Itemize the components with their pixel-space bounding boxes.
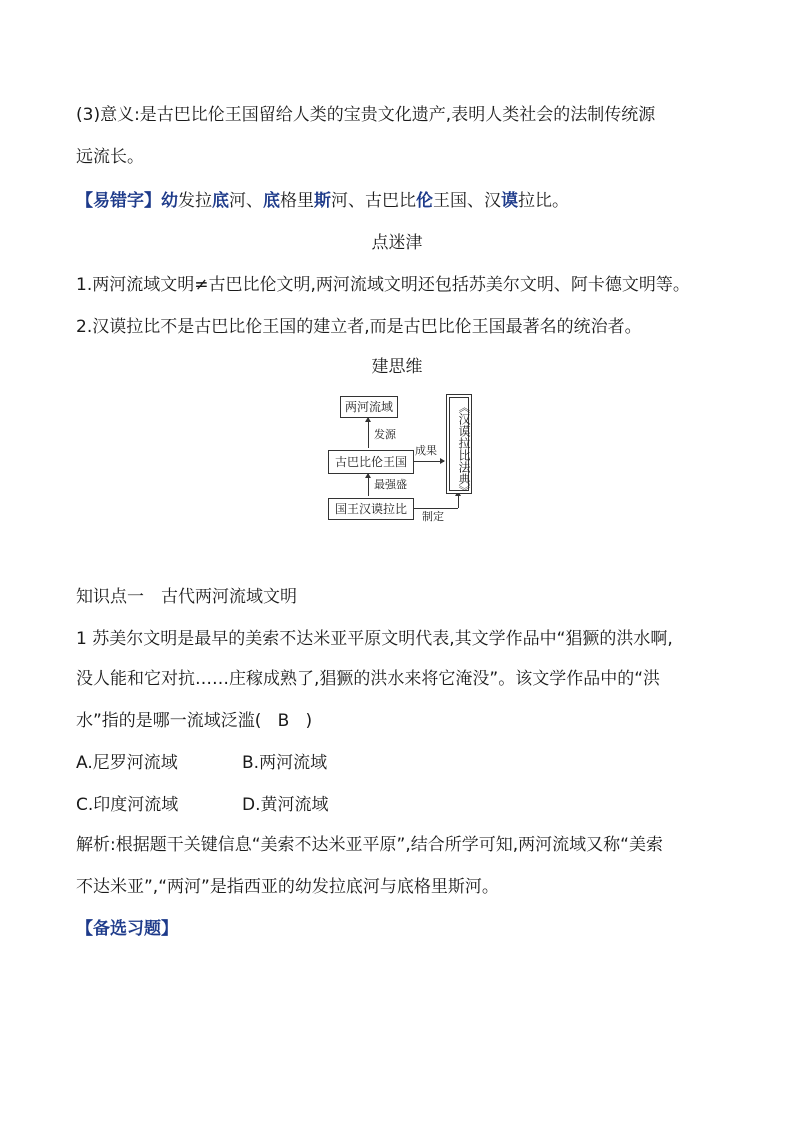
analysis-line-2: 不达米亚”,“两河”是指西亚的幼发拉底河与底格里斯河。 — [76, 877, 499, 897]
mindmap-label-enact: 制定 — [422, 510, 444, 523]
typo-text-6: 拉比。 — [518, 191, 569, 211]
mindmap-diagram — [326, 392, 476, 524]
mindmap-connector-origin — [368, 418, 369, 448]
typo-text-1: 发拉 — [178, 191, 212, 211]
typo-hl-3: 底 — [263, 191, 280, 211]
mindmap-label-origin: 发源 — [374, 428, 396, 441]
options-row-2 — [76, 794, 329, 816]
mindmap-book-code — [446, 394, 472, 497]
typo-hl-5: 伦 — [416, 191, 433, 211]
question-line-3-close: ) — [305, 711, 313, 731]
analysis-line-1: 解析:根据题干关键信息“美索不达米亚平原”,结合所学可知,两河流域又称“美索 — [76, 835, 663, 855]
mindmap-arrowhead-strongest — [365, 473, 371, 478]
section3-line2: 远流长。 — [76, 147, 144, 167]
question-line-3-text: 水”指的是哪一流域泛滥( — [76, 711, 262, 731]
mindmap-box-babylon: 古巴比伦王国 — [328, 450, 414, 474]
typo-line — [76, 190, 569, 212]
section3-line1: (3)意义:是古巴比伦王国留给人类的宝贵文化遗产,表明人类社会的法制传统源 — [76, 105, 656, 125]
mindmap-box-hammurabi: 国王汉谟拉比 — [328, 498, 414, 520]
mindmap-label-result: 成果 — [415, 444, 437, 457]
question-line-2: 没人能和它对抗……庄稼成熟了,猖獗的洪水来将它淹没”。该文学作品中的“洪 — [76, 669, 661, 689]
knowledge-heading: 知识点一 古代两河流域文明 — [76, 587, 297, 607]
mindmap-title: 建思维 — [371, 357, 423, 377]
typo-text-2: 河、 — [229, 191, 263, 211]
mindmap-arrowhead-result — [440, 458, 445, 464]
typo-text-5: 王国、汉 — [433, 191, 501, 211]
tips-item-1: 1.两河流域文明≠古巴比伦文明,两河流域文明还包括苏美尔文明、阿卡德文明等。 — [76, 275, 690, 295]
typo-text-4: 河、古巴比 — [331, 191, 416, 211]
question-line-1: 1 苏美尔文明是最早的美索不达米亚平原文明代表,其文学作品中“猖獗的洪水啊, — [76, 629, 673, 649]
typo-text-3: 格里 — [280, 191, 314, 211]
typo-hl-6: 谟 — [501, 191, 518, 211]
mindmap-book-title: 《汉谟拉比法典》 — [457, 401, 471, 497]
question-line-3 — [76, 710, 312, 732]
typo-hl-4: 斯 — [314, 191, 331, 211]
mindmap-label-strongest: 最强盛 — [374, 478, 407, 491]
typo-tag: 【易错字】 — [76, 191, 161, 211]
option-b: B.两河流域 — [242, 753, 328, 773]
option-c: C.印度河流域 — [76, 795, 179, 815]
extra-exercises-tag: 【备选习题】 — [76, 919, 178, 939]
mindmap-arrowhead-origin — [365, 417, 371, 422]
typo-hl-2: 底 — [212, 191, 229, 211]
mindmap-box-two-rivers: 两河流域 — [340, 396, 398, 418]
options-row-1 — [76, 752, 327, 774]
option-d: D.黄河流域 — [242, 795, 329, 815]
tips-title: 点迷津 — [371, 233, 423, 253]
typo-hl-1: 幼 — [161, 191, 178, 211]
question-answer: B — [277, 711, 290, 731]
mindmap-connector-enact-h — [414, 508, 458, 509]
tips-item-2: 2.汉谟拉比不是古巴比伦王国的建立者,而是古巴比伦王国最著名的统治者。 — [76, 317, 642, 337]
option-a: A.尼罗河流域 — [76, 753, 178, 773]
